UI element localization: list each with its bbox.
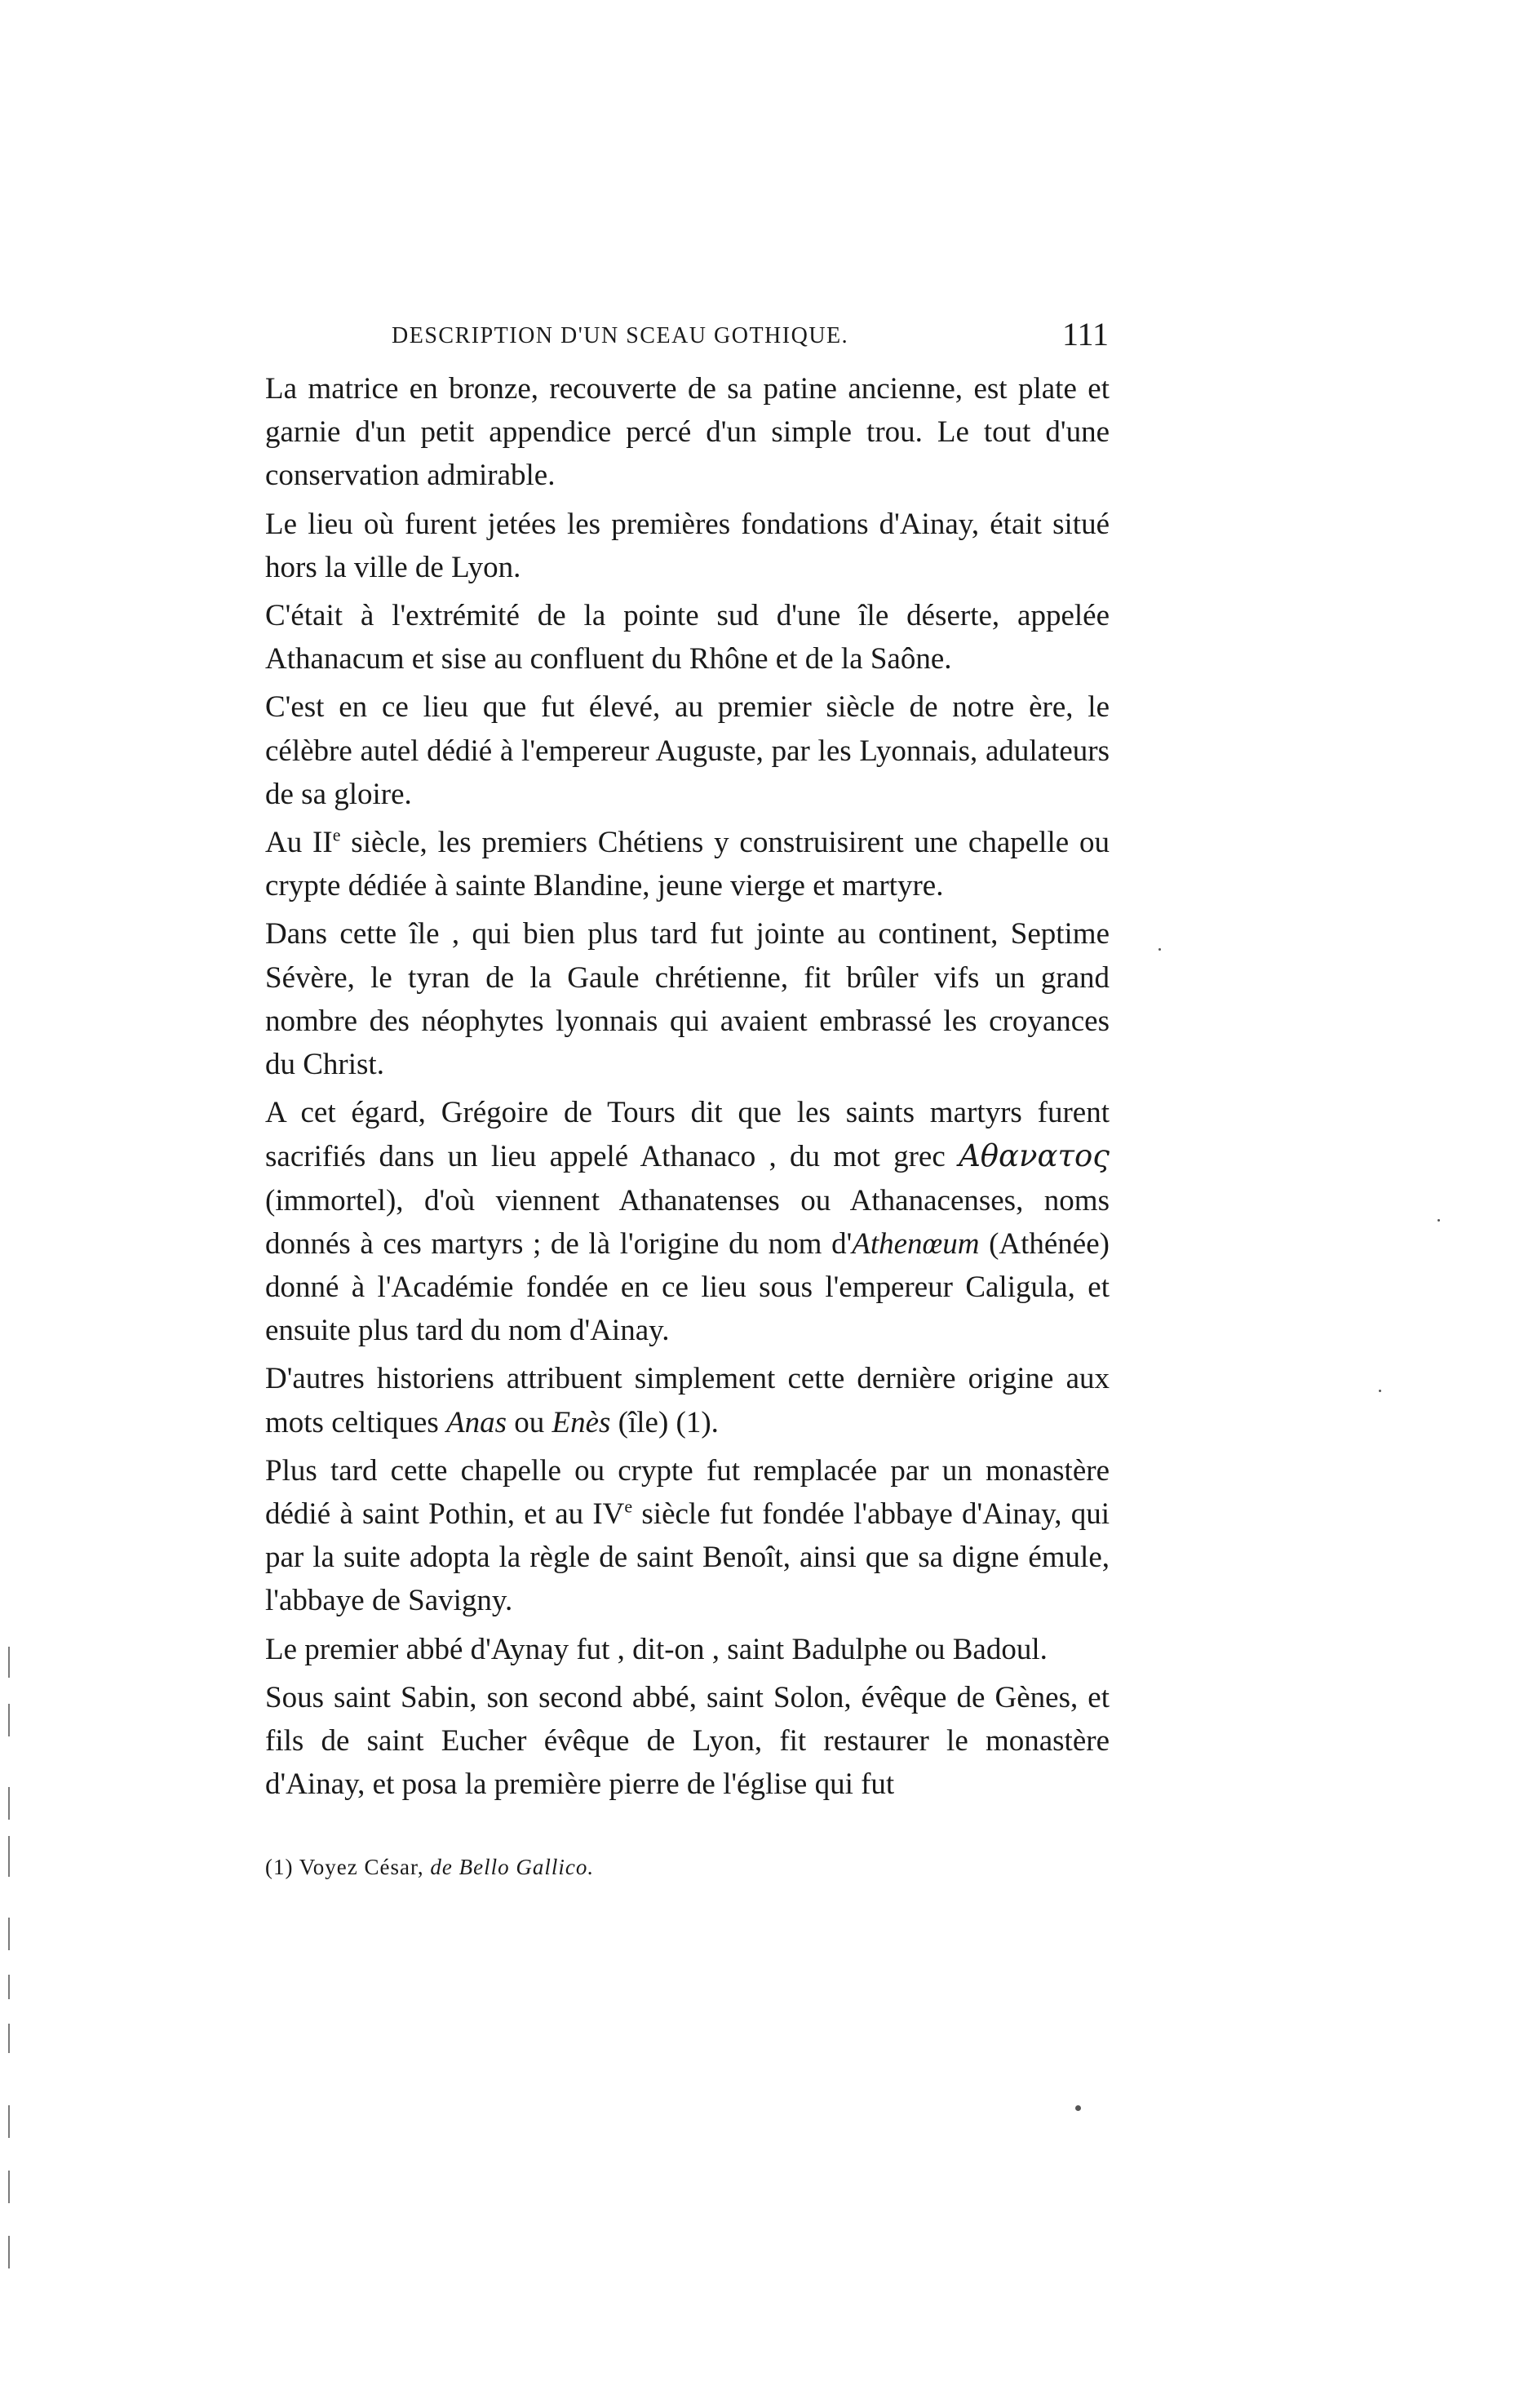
stray-mark	[1158, 948, 1161, 951]
paragraph-2: Le lieu où furent jetées les premières fondations d'Ainay, était situé hors la ville de Lyon.	[265, 507, 1110, 584]
scan-mark	[8, 1918, 10, 1950]
paragraph-10: Le premier abbé d'Aynay fut , dit-on , saint Badulphe ou Badoul.	[265, 1632, 1048, 1666]
body-text	[265, 367, 1110, 1812]
paragraph-4: C'est en ce lieu que fut élevé, au premier siècle de notre ère, le célèbre autel dédié à l'empereur Auguste, par les Lyonnais, adulateurs de sa gloire.	[265, 690, 1110, 811]
paragraph-8-text-b: ou	[506, 1405, 552, 1439]
paragraph-8-text-a: D'autres historiens attribuent simplement cette dernière origine aux mots celtiques	[265, 1362, 1110, 1439]
paragraph-6: Dans cette île , qui bien plus tard fut jointe au continent, Septime Sévère, le tyran de la Gaule chrétienne, fit brûler vifs un grand nombre des néophytes lyonnais qui avaient embrassé les croyances du Christ.	[265, 917, 1110, 1082]
paragraph-3: C'était à l'extrémité de la pointe sud d'une île déserte, appelée Athanacum et sise au confluent du Rhône et de la Saône.	[265, 599, 1110, 676]
running-title: DESCRIPTION D'UN SCEAU GOTHIQUE.	[392, 323, 849, 348]
paragraph-1: La matrice en bronze, recouverte de sa patine ancienne, est plate et garnie d'un petit appendice percé d'un simple trou. Le tout d'une conservation admirable.	[265, 372, 1110, 493]
paragraph-5-text-b: siècle, les premiers Chétiens y construisirent une chapelle ou crypte dédiée à sainte Blandine, jeune vierge et martyre.	[265, 826, 1110, 903]
footnote	[265, 1855, 594, 1880]
paragraph-5	[265, 821, 1110, 907]
scan-mark	[8, 1975, 10, 1999]
paragraph-7-text-c: (Athénée) donné à l'Académie fondée en ce lieu sous l'empereur Caligula, et ensuite plus tard du nom d'Ainay.	[265, 1226, 1110, 1348]
italic-athenaeum: Athenœum	[852, 1226, 980, 1261]
paragraph-7-text-b: (immortel), d'où viennent Athanatenses ou Athanacenses, noms donnés à ces martyrs ; de là l'origine du nom d'	[265, 1183, 1110, 1261]
greek-word: Αθανατος	[959, 1138, 1110, 1174]
scan-mark	[8, 1647, 10, 1678]
scan-mark	[8, 1836, 10, 1877]
scan-mark	[8, 2105, 10, 2138]
superscript-e: e	[332, 824, 341, 845]
stray-mark	[1075, 2105, 1081, 2111]
paragraph-9-text-a: Plus tard cette chapelle ou crypte fut remplacée par un monastère dédié à saint Pothin, et au IV	[265, 1453, 1110, 1532]
paragraph-7	[265, 1091, 1110, 1352]
paragraph-8-text-c: (île) (1).	[610, 1405, 719, 1439]
scan-mark	[8, 2024, 10, 2053]
scan-mark	[8, 1704, 10, 1736]
paragraph-11: Sous saint Sabin, son second abbé, saint Solon, évêque de Gènes, et fils de saint Eucher évêque de Lyon, fit restaurer le monastère d'Ainay, et posa la première pierre de l'église qui fut	[265, 1680, 1110, 1802]
footnote-text: (1) Voyez César,	[265, 1855, 431, 1879]
scan-mark	[8, 2171, 10, 2203]
paragraph-5-text-a: Au II	[265, 826, 333, 860]
scan-mark	[8, 2236, 10, 2268]
margin-scan-marks	[5, 1632, 13, 2285]
italic-enes: Enès	[552, 1405, 611, 1439]
page-header	[265, 316, 1122, 361]
paragraph-9-text-b: siècle fut fondée l'abbaye d'Ainay, qui par la suite adopta la règle de saint Benoît, ainsi que sa digne émule, l'abbaye de Savigny.	[265, 1497, 1110, 1618]
superscript-e-2: e	[624, 1496, 633, 1517]
stray-mark	[1437, 1219, 1440, 1222]
paragraph-7-text-a: A cet égard, Grégoire de Tours dit que les saints martyrs furent sacrifiés dans un lieu appelé Athanaco , du mot grec	[265, 1096, 1110, 1174]
italic-anas: Anas	[445, 1405, 507, 1439]
paragraph-8	[265, 1357, 1110, 1443]
footnote-italic: de Bello Gallico.	[430, 1855, 595, 1879]
page-number: 111	[1061, 316, 1109, 353]
paragraph-9	[265, 1449, 1110, 1623]
stray-mark	[1379, 1390, 1381, 1392]
scan-mark	[8, 1787, 10, 1820]
